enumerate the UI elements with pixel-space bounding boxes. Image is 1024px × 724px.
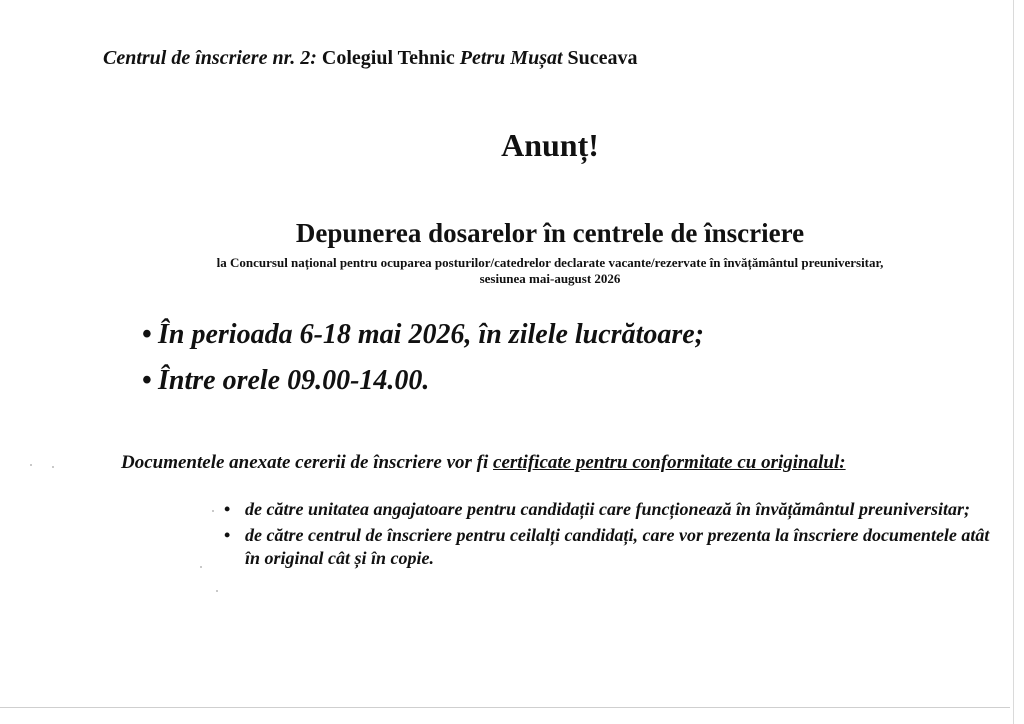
schedule-list bbox=[142, 312, 704, 404]
schedule-hours-text: Între orele 09.00-14.00. bbox=[158, 365, 430, 396]
bullet-icon: • bbox=[142, 319, 152, 350]
contest-description bbox=[140, 255, 960, 287]
certification-item-center-text: de către centrul de înscriere pentru ceilalți candidați, care vor prezenta la înscriere documentele atât în original cât și în copie. bbox=[245, 525, 990, 568]
scan-edge-right bbox=[1013, 0, 1014, 724]
certification-item-employer bbox=[224, 498, 1004, 521]
bullet-icon: • bbox=[224, 499, 231, 519]
school-name-prefix: Colegiul Tehnic bbox=[321, 47, 455, 69]
documents-intro-underlined: certificate pentru conformitate cu originalul: bbox=[493, 452, 846, 473]
announcement-title: Anunț! bbox=[501, 127, 599, 163]
announcement-subtitle: Depunerea dosarelor în centrele de înscriere bbox=[295, 218, 805, 248]
scan-speck bbox=[30, 464, 32, 466]
scan-speck bbox=[200, 566, 202, 568]
bullet-icon: • bbox=[142, 365, 152, 396]
scan-speck bbox=[52, 466, 54, 468]
school-name-patron: Petru Mușat bbox=[459, 47, 563, 69]
schedule-item-hours bbox=[142, 358, 704, 404]
school-city: Suceava bbox=[567, 47, 638, 69]
schedule-period-text: În perioada 6-18 mai 2026, în zilele lucrătoare; bbox=[158, 319, 704, 350]
scan-speck bbox=[212, 510, 214, 512]
contest-description-line-1: la Concursul național pentru ocuparea posturilor/catedrelor declarate vacante/rezervate în învățământul preuniversitar, bbox=[216, 255, 884, 270]
scan-speck bbox=[216, 590, 218, 592]
schedule-item-period bbox=[142, 312, 704, 358]
documents-intro-text: Documentele anexate cererii de înscriere vor fi bbox=[121, 452, 489, 473]
documents-certification-list bbox=[224, 498, 1004, 573]
contest-description-line-2: sesiunea mai-august 2026 bbox=[479, 271, 621, 286]
registration-center-heading bbox=[103, 47, 638, 70]
certification-item-center bbox=[224, 524, 1004, 570]
center-number: Centrul de înscriere nr. 2: bbox=[103, 47, 317, 69]
scan-edge-bottom bbox=[0, 707, 1010, 708]
documents-intro bbox=[121, 452, 846, 474]
certification-item-employer-text: de către unitatea angajatoare pentru candidații care funcționează în învățământul preuniversitar; bbox=[245, 499, 971, 519]
bullet-icon: • bbox=[224, 525, 231, 545]
